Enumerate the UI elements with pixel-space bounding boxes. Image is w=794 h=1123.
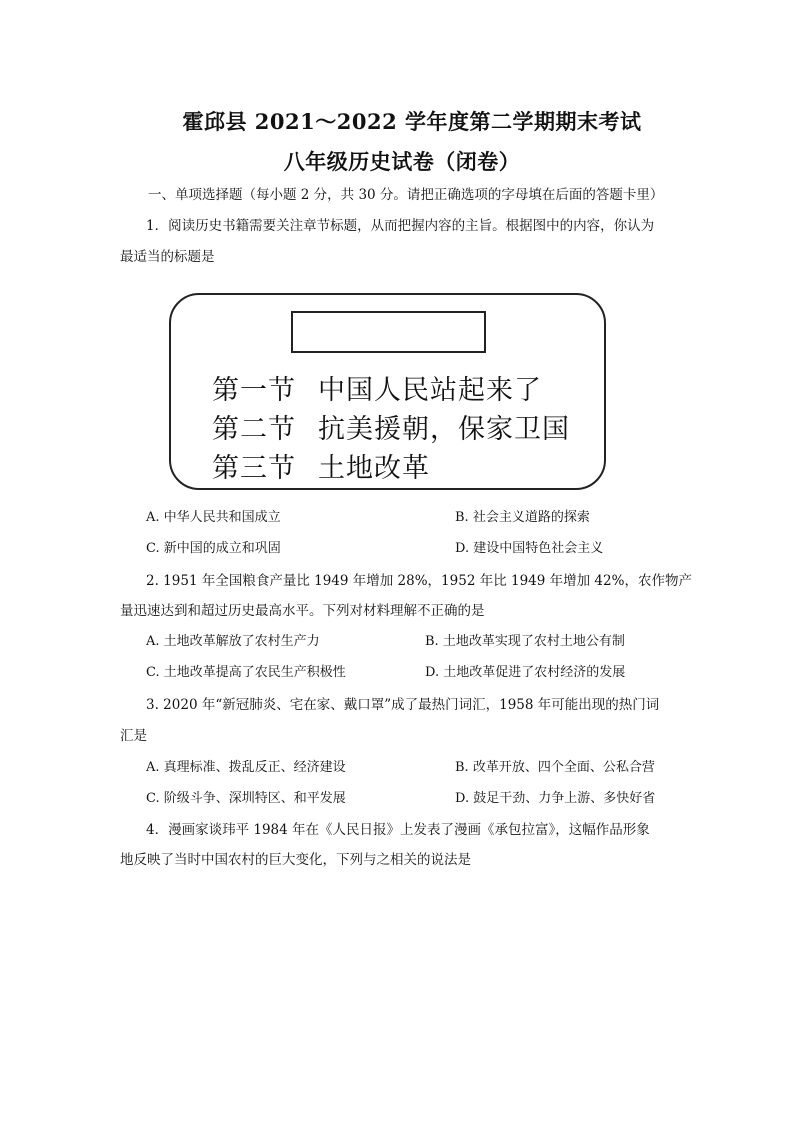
question-1-text-line1: 1．阅读历史书籍需要关注章节标题，从而把握内容的主旨。根据图中的内容，你认为 bbox=[146, 218, 655, 234]
question-3-option-b: B. 改革开放、四个全面、公私合营 bbox=[455, 760, 655, 775]
question-1-option-b: B. 社会主义道路的探索 bbox=[455, 510, 590, 525]
question-2-option-c: C. 土地改革提高了农民生产积极性 bbox=[146, 665, 346, 680]
section-heading: 一、单项选择题（每小题 2 分，共 30 分。请把正确选项的字母填在后面的答题卡里） bbox=[148, 187, 664, 203]
figure-row-2-section: 第二节 bbox=[212, 414, 296, 445]
question-1-option-a: A. 中华人民共和国成立 bbox=[146, 510, 281, 525]
question-1-option-c: C. 新中国的成立和巩固 bbox=[146, 541, 281, 556]
figure-row-2-topic: 抗美援朝，保家卫国 bbox=[318, 414, 570, 445]
question-2-option-b: B. 土地改革实现了农村土地公有制 bbox=[425, 634, 625, 649]
exam-subtitle: 八年级历史试卷（闭卷） bbox=[283, 149, 521, 174]
figure-row-1-topic: 中国人民站起来了 bbox=[318, 375, 542, 406]
question-1-text-line2: 最适当的标题是 bbox=[120, 249, 215, 265]
question-4-text-line1: 4．漫画家谈玮平 1984 年在《人民日报》上发表了漫画《承包拉富》，这幅作品形象 bbox=[146, 822, 650, 838]
question-2-option-a: A. 土地改革解放了农村生产力 bbox=[146, 634, 320, 649]
question-2-text-line2: 量迅速达到和超过历史最高水平。下列对材料理解不正确的是 bbox=[120, 603, 485, 619]
question-3-option-a: A. 真理标准、拨乱反正、经济建设 bbox=[146, 760, 346, 775]
question-1-option-d: D. 建设中国特色社会主义 bbox=[455, 541, 604, 556]
question-3-option-d: D. 鼓足干劲、力争上游、多快好省 bbox=[455, 791, 656, 806]
question-4-text-line2: 地反映了当时中国农村的巨大变化，下列与之相关的说法是 bbox=[120, 852, 471, 868]
question-2-text-line1: 2. 1951 年全国粮食产量比 1949 年增加 28%，1952 年比 1949 年增加 42%，农作物产 bbox=[146, 573, 692, 589]
figure-row-2 bbox=[212, 407, 570, 446]
figure-row-3 bbox=[212, 446, 430, 485]
question-3-text-line1: 3. 2020 年“新冠肺炎、宅在家、戴口罩”成了最热门词汇，1958 年可能出现的热门词 bbox=[146, 697, 660, 713]
figure-row-1-section: 第一节 bbox=[212, 375, 296, 406]
figure-row-1 bbox=[212, 368, 542, 407]
figure-row-3-topic: 土地改革 bbox=[318, 453, 430, 484]
question-3-text-line2: 汇是 bbox=[120, 728, 147, 744]
figure-row-3-section: 第三节 bbox=[212, 453, 296, 484]
question-3-option-c: C. 阶级斗争、深圳特区、和平发展 bbox=[146, 791, 346, 806]
question-2-option-d: D. 土地改革促进了农村经济的发展 bbox=[425, 665, 626, 680]
exam-title: 霍邱县 2021～2022 学年度第二学期期末考试 bbox=[182, 109, 642, 134]
chapter-outline-figure bbox=[169, 293, 606, 490]
blank-title-box bbox=[291, 311, 486, 353]
